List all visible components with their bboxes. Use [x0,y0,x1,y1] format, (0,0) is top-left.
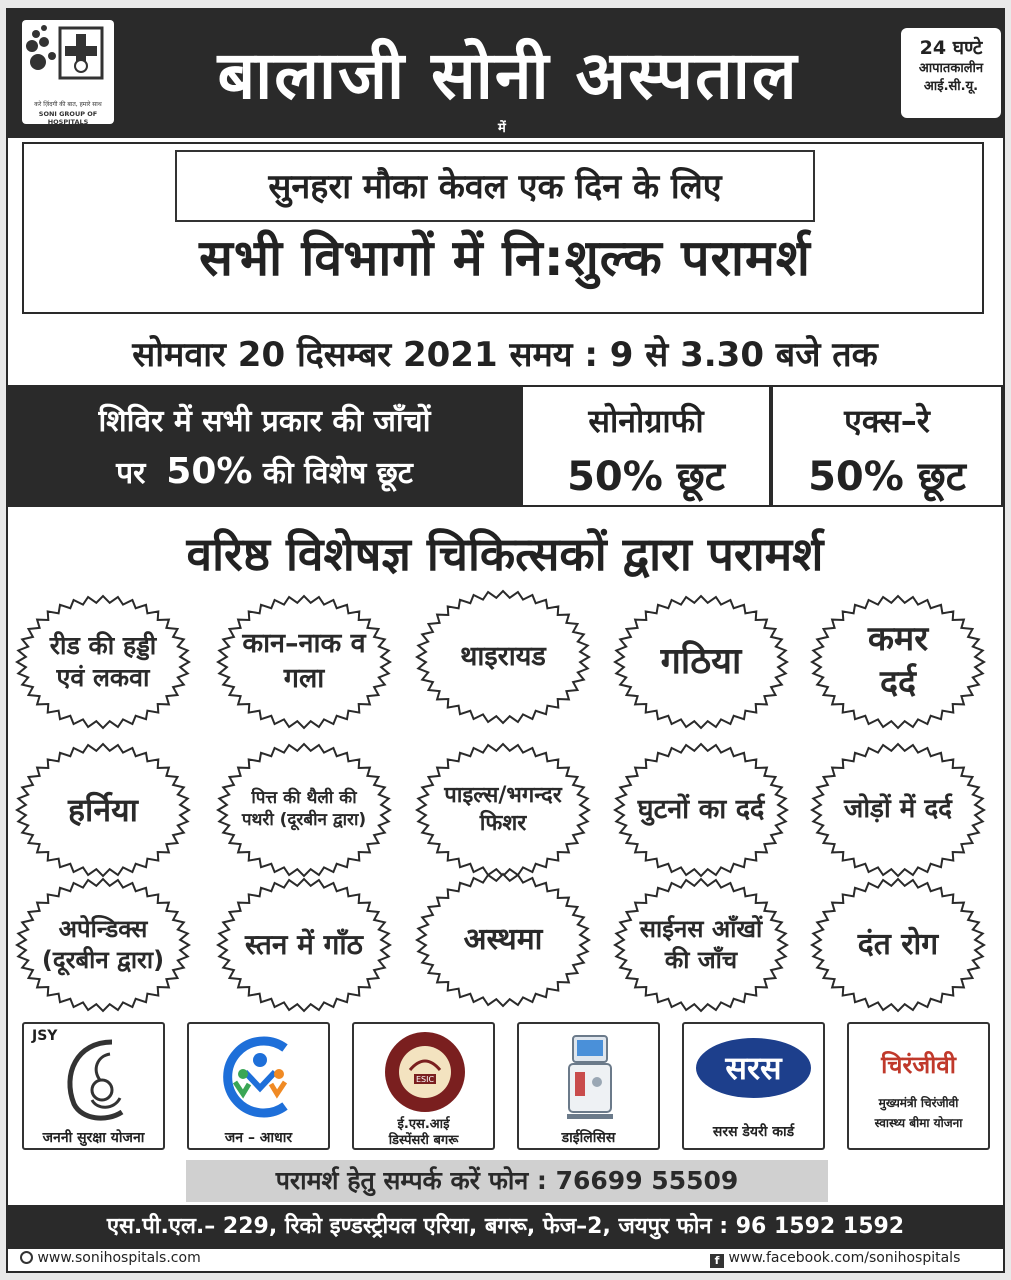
hospital-logo [22,20,114,124]
department-label: दंत रोग [857,926,939,962]
logo-tagline: करे ज़िंदगी की बात, हमारे साथ [34,101,102,108]
contact-phone: परामर्श हेतु सम्पर्क करें फोन : 76699 55509 [186,1160,828,1202]
logo-group-name: SONI GROUP OF HOSPITALS [38,110,98,126]
department-label: जोड़ों में दर्द [844,794,952,825]
scheme-card-esic [352,1022,495,1150]
department-label: स्तन में गाँठ [245,928,363,962]
department-label: घुटनों का दर्द [637,793,765,825]
esic-emblem-icon [380,1030,470,1114]
department-label: साईनस आँखों की जाँच [639,915,763,974]
icu-line3: आई.सी.यू. [923,79,979,94]
chiranjeevi-caption-line1: मुख्यमंत्री चिरंजीवी [878,1096,959,1110]
hospital-title: बालाजी सोनी अस्पताल [217,37,799,114]
scheme-card-jan-aadhar [187,1022,330,1150]
camp-discount-suffix: की विशेष छूट [262,456,413,491]
department-label: कमर दर्द [867,619,929,703]
department-label: अपेन्डिक्स (दूरबीन द्वारा) [41,915,165,974]
department-badge [805,873,991,1017]
sonography-value: 50% छूट [567,454,725,500]
department-badge [608,873,794,1017]
header-bar [8,10,1003,138]
offer-line2: सभी विभागों में नि:शुल्क परामर्श [199,229,811,287]
xray-discount [771,385,1003,507]
camp-discount [8,385,521,507]
logo-bubbles-icon [22,20,114,100]
department-badge [211,590,397,734]
facebook-icon: f [710,1254,724,1268]
camp-discount-prefix: पर [116,456,146,491]
dialysis-machine-icon [559,1030,623,1124]
department-label: रीड की हड्डी एवं लकवा [49,631,157,692]
department-badge [805,738,991,882]
header-subtitle: में [498,121,506,136]
chiranjeevi-caption-line2: स्वास्थ्य बीमा योजना [874,1116,963,1130]
esic-caption-line1: ई.एस.आई [397,1117,450,1132]
facebook-link[interactable]: www.facebook.com/sonihospitals [728,1250,961,1266]
xray-value: 50% छूट [808,454,966,500]
sonography-discount [521,385,771,507]
department-badge [608,590,794,734]
sonography-label: सोनोग्राफी [588,402,704,440]
department-label: पित्त की थैली की पथरी (दूरबीन द्वारा) [241,788,367,830]
dialysis-caption: डाईलिसिस [561,1130,616,1146]
icu-badge [901,28,1001,118]
offer-line1: सुनहरा मौका केवल एक दिन के लिए [268,167,722,207]
address-bar: एस.पी.एल.– 229, रिको इण्डस्ट्रीयल एरिया, बगरू, फेज–2, जयपुर फोन : 96 1592 1592 [8,1205,1003,1249]
icu-line2: आपातकालीन [918,61,984,76]
department-badge [410,738,596,882]
scheme-card-dialysis [517,1022,660,1150]
department-label: अस्थमा [463,921,543,957]
saras-logo: सरस [696,1038,811,1098]
camp-date: सोमवार 20 दिसम्बर 2021 समय : 9 से 3.30 बजे तक [132,335,878,375]
mother-child-icon [52,1034,142,1124]
camp-discount-line1: शिविर में सभी प्रकार की जाँचों [98,404,431,439]
department-badge [211,873,397,1017]
website-footer [20,1250,201,1266]
chiranjeevi-logo: चिरंजीवी [881,1051,956,1079]
camp-discount-line2 [8,451,521,492]
camp-discount-percent: 50% [166,451,253,492]
department-badge [410,868,596,1012]
department-badge [10,873,196,1017]
department-badge [10,738,196,882]
department-label: पाइल्स/भगन्दर फिशर [444,782,562,836]
xray-label: एक्स–रे [844,402,930,440]
globe-icon [20,1251,33,1264]
department-label: हर्निया [68,790,138,829]
department-badge [410,585,596,729]
department-label: कान–नाक व गला [242,628,366,694]
esic-logo-text: ESIC [415,1075,435,1084]
jan-aadhar-icon [215,1032,305,1122]
esic-caption-line2: डिस्पेंसरी बगरू [388,1133,459,1148]
department-badge [608,738,794,882]
specialists-title: वरिष्ठ विशेषज्ञ चिकित्सकों द्वारा परामर्श [186,527,824,581]
icu-line1: 24 घण्टे [919,37,983,59]
department-label: थाइरायड [460,640,546,672]
department-badge [211,738,397,882]
jsy-caption: जननी सुरक्षा योजना [42,1130,145,1146]
website-link[interactable]: www.sonihospitals.com [37,1250,201,1266]
jsy-badge: JSY [32,1028,58,1044]
department-badge [805,590,991,734]
scheme-card-chiranjeevi [847,1022,990,1150]
scheme-card-jsy [22,1022,165,1150]
saras-caption: सरस डेयरी कार्ड [712,1124,795,1140]
facebook-footer [710,1250,960,1268]
scheme-card-saras [682,1022,825,1150]
department-badge [10,590,196,734]
department-label: गठिया [660,640,742,682]
jan-aadhar-caption: जन – आधार [224,1130,293,1146]
